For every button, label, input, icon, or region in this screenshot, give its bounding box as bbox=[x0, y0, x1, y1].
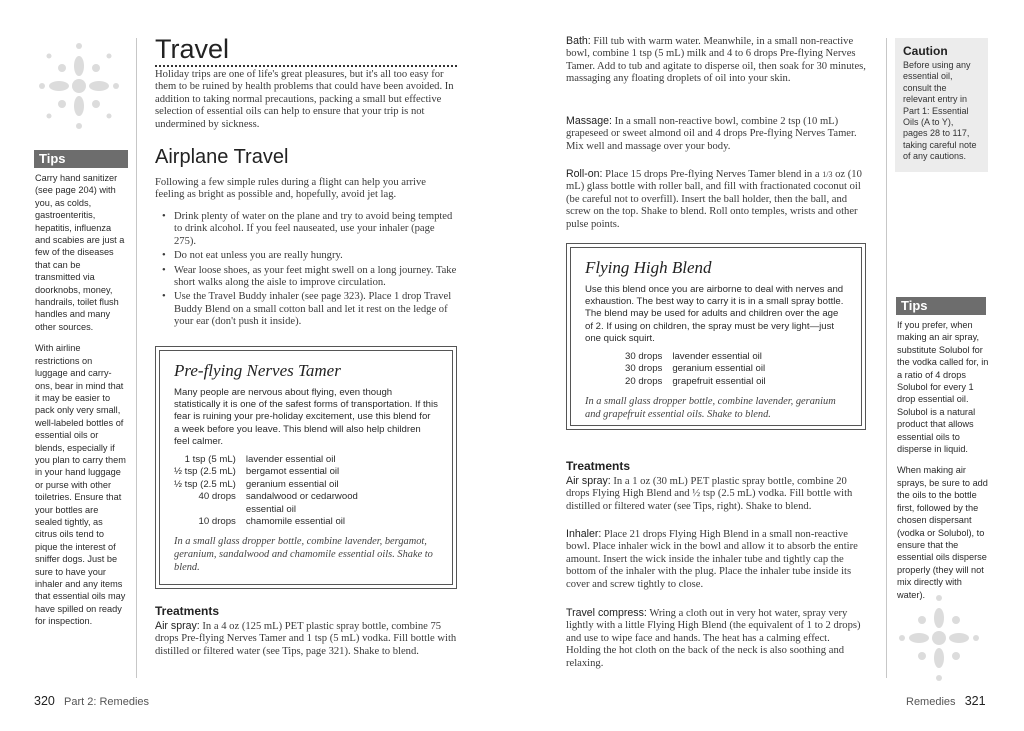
treatment-air-spray: Air spray: In a 1 oz (30 mL) PET plastic spray bottle, combine 20 drops Flying High Blend and ½ tsp (2.5 mL) vodka. Fill bottle with distilled or filtered water (see Tips, right). Shake to blend. bbox=[566, 475, 853, 512]
ingredient-row: 30 drops geranium essential oil bbox=[625, 363, 766, 375]
caution-title: Caution bbox=[903, 44, 948, 58]
caution-box bbox=[895, 38, 988, 172]
recipe-intro: Use this blend once you are airborne to deal with nerves and exhaustion. The best way to carry it is in a small spray bottle. The blend may be used for adults and children over the age of 2. If using on children, the spray must be very light—just one quick squirt. bbox=[585, 284, 844, 344]
treatment-roll-on: Roll-on: Place 15 drops Pre-flying Nerves Tamer blend in a 1/3 oz (10 mL) glass bottle with roller ball, and fill with fractionated coconut oil (be careful not to overfill). Insert the ball holder, then the ball, and screw on the top. Shake to blend. Roll onto temples, wrists and other pulse points. bbox=[566, 168, 862, 230]
section-title: Airplane Travel bbox=[155, 146, 289, 168]
folio-right bbox=[906, 694, 986, 708]
section-intro: Following a few simple rules during a flight can help you arrive feeling as bright as possible and, hopefully, avoid jet lag. bbox=[155, 177, 426, 201]
ingredient-row: ½ tsp (2.5 mL) geranium essential oil bbox=[174, 478, 339, 490]
ingredient-row: 40 drops sandalwood or cedarwood essential oil bbox=[198, 491, 358, 515]
tips-header-right: Tips bbox=[896, 297, 986, 315]
recipe-method: In a small glass dropper bottle, combine lavender, bergamot, geranium, sandalwood and chamomile essential oils. Shake to blend. bbox=[174, 536, 433, 573]
treatment-air-spray: Air spray: In a 4 oz (125 mL) PET plastic spray bottle, combine 75 drops Pre-flying Nerves Tamer and 1 tsp (5 mL) vodka. Fill bottle with distilled or filtered water (see Tips, page 321). Shake to blend. bbox=[155, 620, 457, 657]
list-item: • Drink plenty of water on the plane and try to avoid being tempted to drink alcohol. If you feel nauseated, use your inhaler (page 275). bbox=[162, 211, 458, 248]
column-divider bbox=[136, 38, 137, 678]
page-number: 321 bbox=[964, 694, 986, 708]
recipe-box-flying-high bbox=[566, 243, 866, 430]
floral-ornament-icon bbox=[34, 36, 124, 136]
running-head: Remedies bbox=[906, 696, 956, 708]
treatment-inhaler: Inhaler: Place 21 drops Flying High Blend in a small non-reactive bowl. Place inhaler wick in the bowl and allow it to absorb the entire amount. Insert the wick inside the inhaler tube and tightly cap the bottom of the inhaler with the plug. Place the inhaler tube inside its cover and screw tightly to close. bbox=[566, 528, 858, 590]
running-head: Part 2: Remedies bbox=[64, 696, 150, 708]
floral-ornament-icon bbox=[894, 588, 984, 688]
page-number: 320 bbox=[34, 694, 55, 708]
recipe-box-pre-flying bbox=[155, 346, 457, 589]
recipe-method: In a small glass dropper bottle, combine lavender, geranium and grapefruit essential oils. Shake to blend. bbox=[585, 396, 836, 420]
treatment-bath: Bath: Fill tub with warm water. Meanwhile, in a small non-reactive bowl, combine 1 tsp (5 mL) milk and 4 to 6 drops Pre-flying Nerves Tamer. Add to tub and agitate to disperse oil, then soak for 30 minutes, massaging any floating droplets of oil into your skin. bbox=[566, 35, 866, 85]
caution-text: Before using any essential oil, consult the relevant entry in Part 1: Essential Oils (A to Y), pages 28 to 117, taking careful note of any cautions. bbox=[903, 60, 977, 162]
ingredient-table bbox=[625, 351, 766, 388]
tip-paragraph: Carry hand sanitizer (see page 204) with you, as colds, gastroenteritis, hepatitis, influenza and scabies are just a few of the diseases that can be transmitted via doorknobs, money, handrails, toilet flush handles and many other sources. bbox=[35, 173, 125, 332]
ingredient-row: ½ tsp (2.5 mL) bergamot essential oil bbox=[174, 466, 340, 478]
title-rule bbox=[155, 65, 457, 67]
column-divider bbox=[886, 38, 887, 678]
recipe-title: Flying High Blend bbox=[585, 258, 712, 277]
ingredient-row: 10 drops chamomile essential oil bbox=[198, 516, 346, 528]
tip-paragraph: With airline restrictions on luggage and carry-ons, bear in mind that it may be easier to pack only very small, well-labeled bottles of essential oils or blends, especially if you plan to carry them in your hand luggage or purse with other toiletries. Ensure that your bottles are sealed tightly, as citrus oils tend to pique the interest of sniffer dogs. Just be sure to have your inhaler and any items that essential oils may have spilled on ready for inspection. bbox=[35, 343, 126, 627]
folio-left bbox=[34, 694, 149, 708]
tips-bullet-list bbox=[162, 211, 458, 331]
list-item: • Do not eat unless you are really hungry. bbox=[162, 250, 458, 262]
tips-text-left bbox=[35, 172, 127, 637]
recipe-intro: Many people are nervous about flying, even though statistically it is one of the safest forms of transportation. If this fear is ruining your pre-holiday excitement, use this blend for a week before you leave. This blend will also help children feel calmer. bbox=[174, 387, 438, 447]
ingredient-row: 1 tsp (5 mL) lavender essential oil bbox=[184, 454, 336, 466]
treatments-heading: Treatments bbox=[566, 459, 631, 473]
treatments-heading: Treatments bbox=[155, 604, 220, 618]
treatment-massage: Massage: In a small non-reactive bowl, combine 2 tsp (10 mL) grapeseed or sweet almond oil and 4 drops Pre-flying Nerves Tamer. Mix well and massage over your body. bbox=[566, 115, 857, 152]
tips-text-right bbox=[897, 319, 989, 610]
recipe-title: Pre-flying Nerves Tamer bbox=[174, 361, 341, 380]
list-item: • Wear loose shoes, as your feet might swell on a long journey. Take short walks along the aisle to improve circulation. bbox=[162, 265, 458, 290]
ingredient-table bbox=[174, 454, 366, 528]
intro-paragraph: Holiday trips are one of life's great pleasures, but it's all too easy for them to be ruined by health problems that could have been avoided. In addition to taking normal precautions, packing a small but effective selection of essential oils can help to ensure that your trip is not undermined by sickness. bbox=[155, 69, 454, 130]
tip-paragraph: When making air sprays, be sure to add the oils to the bottle first, followed by the chosen dispersant (vodka or Solubol), to ensure that the essential oils disperse properly (they will not mix directly with water). bbox=[897, 465, 988, 600]
ingredient-row: 30 drops lavender essential oil bbox=[625, 351, 762, 363]
tips-header-left: Tips bbox=[34, 150, 128, 168]
ingredient-row: 20 drops grapefruit essential oil bbox=[625, 375, 766, 387]
list-item: • Use the Travel Buddy inhaler (see page 323). Place 1 drop Travel Buddy Blend on a small cotton ball and let it rest on the ledge of your ear (don't push it inside). bbox=[162, 291, 458, 328]
treatment-compress: Travel compress: Wring a cloth out in very hot water, spray very lightly with a little Flying High Blend (the equivalent of 1 to 2 drops) and use to wipe face and hands. The heat has a calming effect. Holding the hot cloth on the back of the neck is also soothing and relaxing. bbox=[566, 607, 861, 669]
page-title: Travel bbox=[155, 34, 230, 64]
tip-paragraph: If you prefer, when making an air spray, substitute Solubol for the vodka called for, in a ratio of 4 drops Solubol for every 1 drop essential oil. Solubol is a natural product that allows essential oils to disperse in liquid. bbox=[897, 320, 989, 455]
